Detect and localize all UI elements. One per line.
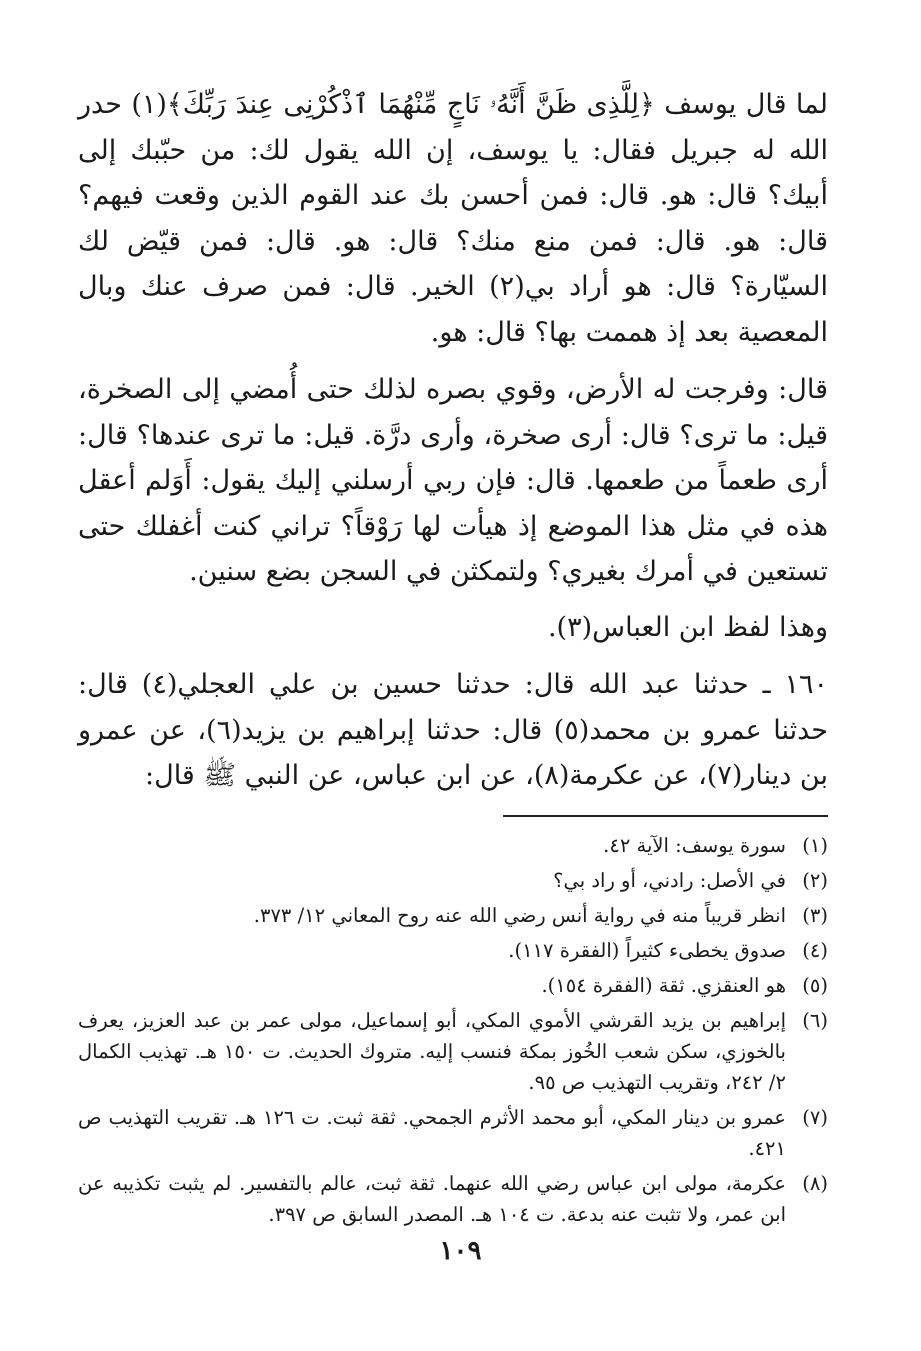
footnote xyxy=(78,1102,828,1164)
footnote-text: صدوق يخطىء كثيراً (الفقرة ١١٧). xyxy=(508,939,786,962)
footnote-number: (٨) xyxy=(802,1172,828,1195)
paragraph-rock-vision: قال: وفرجت له الأرض، وقوي بصره لذلك حتى أُمضي إلى الصخرة، قيل: ما ترى؟ قال: أرى صخرة، وأرى درَّة. قيل: ما ترى عندها؟ قال: أرى طعماً من طعمها. قال: فإن ربي أرسلني إليك يقول: أَوَلم أعقل هذه في مثل هذا الموضع إذ هيأت لها رَوْقاً؟ تراني كنت أغفلك حتى تستعين في أمرك بغيري؟ ولتمكثن في السجن بضع سنين. xyxy=(78,374,828,587)
footnote xyxy=(78,865,828,896)
paragraph-attribution: وهذا لفظ ابن العباس(٣). xyxy=(547,611,828,643)
footnote-text: هو العنقزي. ثقة (الفقرة ١٥٤). xyxy=(541,974,786,997)
footnote-separator xyxy=(503,815,828,817)
footnote xyxy=(78,830,828,861)
footnote xyxy=(78,1005,828,1098)
footnote xyxy=(78,935,828,966)
footnote-text: في الأصل: رادني، أو راد بي؟ xyxy=(553,869,786,892)
footnotes xyxy=(78,830,828,1234)
footnote-number: (١) xyxy=(802,834,828,857)
footnote xyxy=(78,1168,828,1230)
paragraph-hadith-160: ١٦٠ ـ حدثنا عبد الله قال: حدثنا حسين بن علي العجلي(٤) قال: حدثنا عمرو بن محمد(٥) قال: حدثنا إبراهيم بن يزيد(٦)، عن عمرو بن دينار(٧)، عن عكرمة(٨)، عن ابن عباس، عن النبي ﷺ قال: xyxy=(78,669,828,791)
footnote-text: انظر قريباً منه في رواية أنس رضي الله عنه روح المعاني ١٢/ ٣٧٣. xyxy=(253,904,786,927)
footnote-number: (٧) xyxy=(802,1106,828,1129)
footnote-number: (٤) xyxy=(802,939,828,962)
footnote xyxy=(78,970,828,1001)
page-number: ١٠٩ xyxy=(439,1236,482,1266)
footnote-text: عمرو بن دينار المكي، أبو محمد الأثرم الجمحي. ثقة ثبت. ت ١٢٦ هـ. تقريب التهذيب ص ٤٢١. xyxy=(78,1106,787,1160)
footnote-number: (٥) xyxy=(802,974,828,997)
footnote-number: (٢) xyxy=(802,869,828,892)
footnote-text: سورة يوسف: الآية ٤٢. xyxy=(603,834,786,857)
footnote-text: عكرمة، مولى ابن عباس رضي الله عنهما. ثقة ثبت، عالم بالتفسير. لم يثبت تكذيبه عن ابن عمر، ولا تثبت عنه بدعة. ت ١٠٤ هـ. المصدر السابق ص ٣٩٧. xyxy=(78,1172,786,1226)
footnote-text: إبراهيم بن يزيد القرشي الأموي المكي، أبو إسماعيل، مولى عمر بن عبد العزيز، يعرف بالخوزي، سكن شعب الخُوز بمكة فنسب إليه. متروك الحديث. ت ١٥٠ هـ. تهذيب الكمال ٢/ ٢٤٢، وتقريب التهذيب ص ٩٥. xyxy=(78,1009,786,1094)
footnote xyxy=(78,900,828,931)
main-text xyxy=(78,82,828,799)
footnote-number: (٦) xyxy=(802,1009,828,1032)
footnote-number: (٣) xyxy=(802,904,828,927)
paragraph-yusuf-dialogue: لما قال يوسف ﴿لِلَّذِى ظَنَّ أَنَّهُۥ نَاجٍ مِّنْهُمَا ٱذْكُرْنِى عِندَ رَبِّكَ﴾(١) حدر الله له جبريل فقال: يا يوسف، إن الله يقول لك: من حبّبك إلى أبيك؟ قال: هو. قال: فمن أحسن بك عند القوم الذين وقعت فيهم؟ قال: هو. قال: فمن منع منك؟ قال: هو. قال: فمن قيّض لك السيّارة؟ قال: هو أراد بي(٢) الخير. قال: فمن صرف عنك وبال المعصية بعد إذ هممت بها؟ قال: هو. xyxy=(78,89,829,348)
